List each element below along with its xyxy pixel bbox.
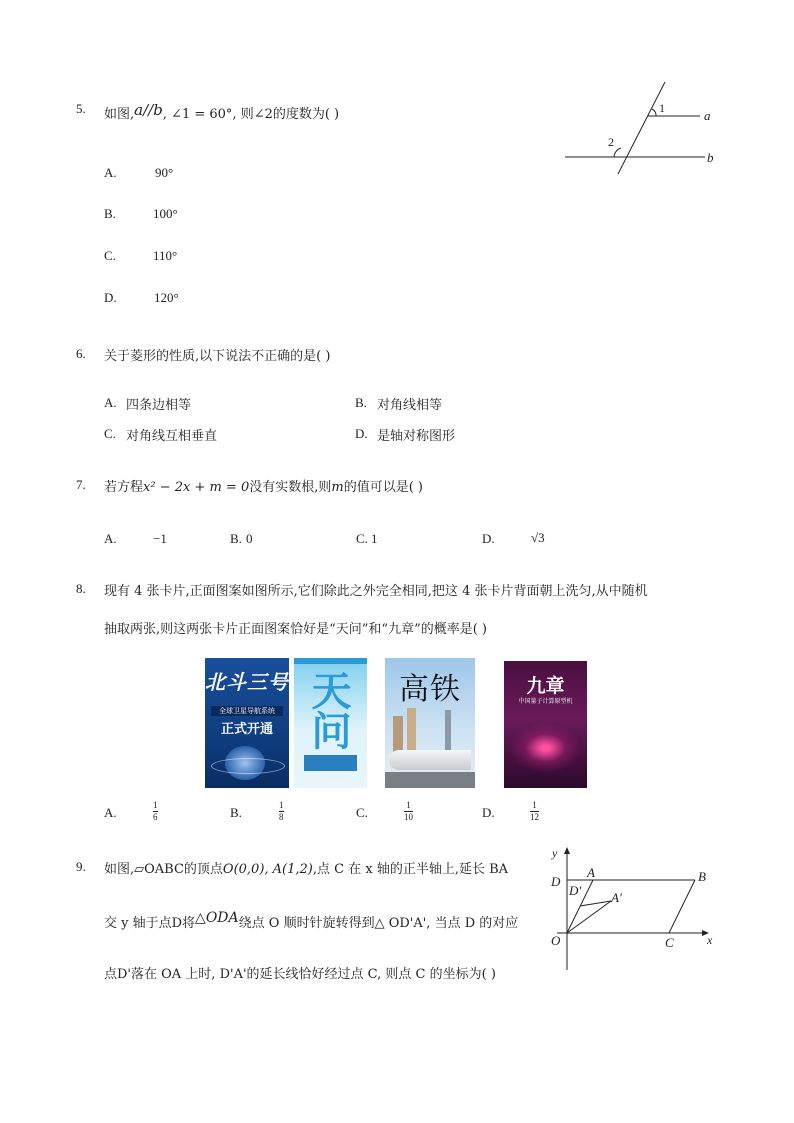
- option-letter: C.: [104, 248, 116, 263]
- parallel-lines-figure: [560, 74, 720, 174]
- option-fraction: [153, 800, 158, 823]
- card-jiuzhang: [504, 661, 587, 788]
- stem-text: 交 y 轴于点D将: [104, 916, 196, 931]
- numerator: 1: [279, 800, 284, 810]
- track-image: [385, 772, 475, 788]
- question-stem-line: 抽取两张,则这两张卡片正面图案恰好是“天问”和“九章”的概率是( ): [104, 622, 487, 637]
- option-value: 是轴对称图形: [377, 429, 456, 444]
- point-Ap-label: A': [611, 890, 622, 905]
- option-fraction: [279, 800, 284, 823]
- tower-image: [445, 710, 451, 752]
- option-value: 对角线互相垂直: [126, 429, 218, 444]
- card-title: 北斗三号: [205, 670, 289, 694]
- card-tianwen: [294, 658, 367, 788]
- option-letter: B.: [104, 206, 116, 221]
- question-stem-line: [104, 910, 518, 931]
- question-stem-line: [104, 858, 508, 877]
- card-header-strip: [294, 658, 367, 664]
- question-number: 5.: [76, 101, 86, 116]
- option-value: 110°: [153, 248, 178, 263]
- parallelogram-figure: [545, 843, 725, 973]
- building-image: [393, 716, 403, 752]
- light-burst-image: [510, 723, 581, 773]
- card-gaotie: [385, 658, 475, 788]
- card-banner: 中国量子计算原型机: [518, 698, 573, 705]
- option-letter: D.: [482, 531, 495, 546]
- question-number: 8.: [76, 581, 86, 596]
- y-axis-arrow: [564, 847, 570, 854]
- train-image: [389, 750, 471, 770]
- point-A-label: A: [587, 865, 595, 880]
- option-letter: D.: [355, 426, 368, 441]
- option-letter: A.: [104, 165, 117, 180]
- question-stem: 关于菱形的性质,以下说法不正确的是( ): [104, 349, 331, 364]
- option-letter: A.: [104, 531, 117, 546]
- denominator: 8: [279, 812, 284, 822]
- option-fraction: [404, 800, 413, 823]
- card-title: 高铁: [399, 672, 461, 707]
- variable-m: m: [331, 480, 344, 495]
- card-banner: 全球卫星导航系统: [211, 706, 283, 716]
- angle-1-label: 1: [659, 101, 665, 115]
- stem-text: 没有实数根,则: [249, 480, 332, 495]
- option-letter: B.: [230, 531, 242, 546]
- numerator: 1: [153, 800, 158, 810]
- point-D-label: D: [551, 874, 561, 889]
- question-number: 7.: [76, 477, 86, 492]
- line-b-label: b: [707, 150, 714, 165]
- option-letter: C.: [356, 805, 368, 820]
- option-letter: B.: [355, 395, 367, 410]
- card-title: 九章: [526, 675, 565, 697]
- option-letter: B.: [230, 805, 242, 820]
- stem-text: , ∠1 = 60°, 则∠2的度数为( ): [162, 107, 340, 122]
- angle-1-arc: [652, 109, 656, 116]
- option-letter: C.: [356, 531, 368, 546]
- point-C-label: C: [665, 935, 674, 950]
- question-stem-line: 现有 4 张卡片,正面图案如图所示,它们除此之外完全相同,把这 4 张卡片背面朝上洗匀,从中随机: [104, 584, 648, 599]
- option-value: 120°: [154, 290, 179, 305]
- denominator: 10: [404, 812, 413, 822]
- option-value: √3: [531, 530, 545, 545]
- option-letter: A.: [104, 395, 117, 410]
- stem-text: 如图,▱OABC的顶点: [104, 862, 223, 877]
- coordinates: O(0,0), A(1,2): [222, 862, 313, 877]
- line-DpAp: [580, 901, 611, 906]
- stem-text: 的值可以是( ): [343, 480, 423, 495]
- card-subtitle: 正式开通: [220, 722, 273, 737]
- option-value: 四条边相等: [126, 398, 192, 413]
- point-Dp-label: D': [569, 883, 582, 898]
- option-value: −1: [153, 531, 167, 546]
- stem-text: 绕点 O 顺时针旋转得到△ OD'A', 当点 D 的对应: [238, 916, 519, 931]
- question-stem: [104, 476, 423, 495]
- question-number: 6.: [76, 346, 86, 361]
- line-BC: [669, 880, 695, 933]
- option-letter: C.: [104, 426, 116, 441]
- line-OAp: [567, 901, 611, 933]
- card-beidou: [205, 658, 289, 788]
- line-a-label: a: [704, 108, 711, 123]
- option-value: 100°: [153, 206, 178, 221]
- x-label: x: [707, 933, 713, 947]
- parallel-condition: a//b: [134, 101, 163, 119]
- transversal: [618, 82, 665, 174]
- equation: x² − 2x + m = 0: [143, 480, 250, 495]
- denominator: 6: [153, 812, 158, 822]
- point-O-label: O: [551, 933, 561, 948]
- stem-text: ,点 C 在 x 轴的正半轴上,延长 BA: [312, 862, 509, 877]
- angle-2-arc: [614, 148, 621, 157]
- triangle-notation: △ODA: [195, 910, 239, 926]
- option-value: 1: [371, 531, 378, 546]
- option-letter: D.: [482, 805, 495, 820]
- question-stem-line: 点D'落在 OA 上时, D'A'的延长线恰好经过点 C, 则点 C 的坐标为( ): [104, 967, 496, 982]
- card-title: 天问: [305, 670, 351, 750]
- angle-2-label: 2: [608, 135, 614, 149]
- option-letter: D.: [104, 290, 117, 305]
- stem-text: 如图,: [104, 107, 135, 122]
- numerator: 1: [532, 800, 537, 810]
- y-label: y: [552, 846, 558, 860]
- option-letter: A.: [104, 805, 117, 820]
- point-B-label: B: [698, 869, 706, 884]
- option-value: 0: [246, 531, 253, 546]
- numerator: 1: [406, 800, 411, 810]
- denominator: 12: [530, 812, 539, 822]
- option-value: 90°: [155, 165, 174, 180]
- option-value: 对角线相等: [377, 398, 443, 413]
- orbit-ring: [211, 758, 285, 774]
- card-caption-box: [304, 755, 357, 771]
- option-fraction: [530, 800, 539, 823]
- question-stem: [104, 101, 339, 122]
- stem-text: 若方程: [104, 480, 144, 495]
- building-image: [407, 708, 416, 752]
- question-number: 9.: [76, 859, 86, 874]
